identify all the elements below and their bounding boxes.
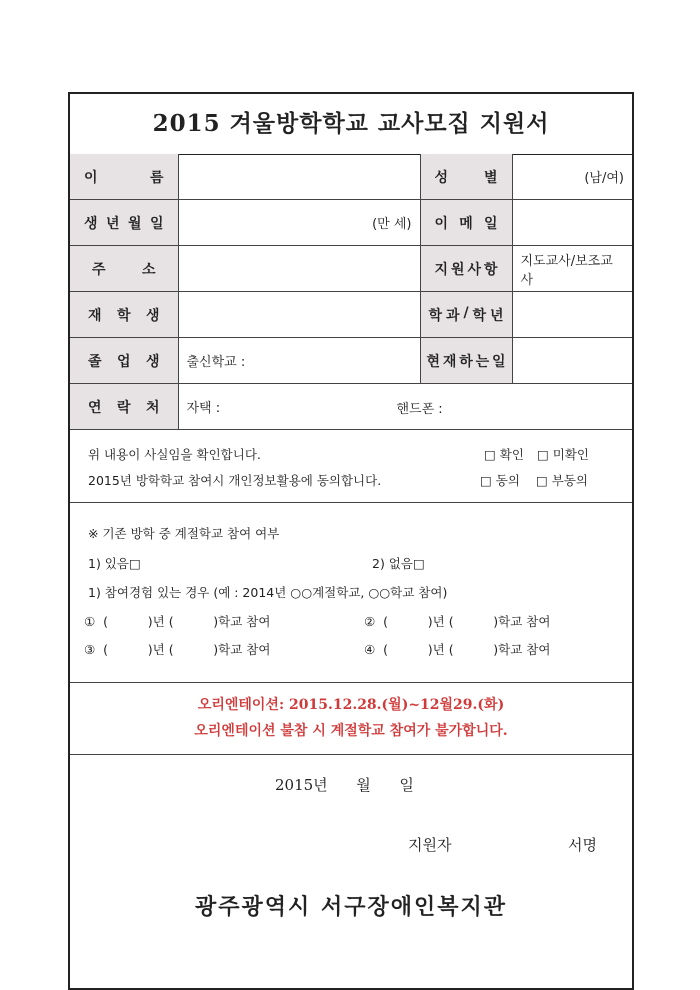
dept-label: 학 과 / 학 년 <box>420 292 512 338</box>
experience-entry-3[interactable]: ③ ( )년 ( )학교 참여 <box>84 642 271 657</box>
experience-entry-4[interactable]: ④ ( )년 ( )학교 참여 <box>364 642 551 657</box>
unconfirm-checkbox[interactable]: □ 미확인 <box>537 447 590 462</box>
birth-input[interactable]: (만 세) <box>178 200 420 246</box>
table-row <box>70 292 632 338</box>
experience-note: 1) 참여경험 있는 경우 (예 : 2014년 ○○계절학교, ○○학교 참여) <box>88 585 448 600</box>
email-label: 이 메 일 <box>420 200 512 246</box>
table-row <box>70 384 632 430</box>
applicant-label: 지원자 <box>408 836 452 854</box>
table-row <box>70 154 632 200</box>
address-label: 주 소 <box>70 246 178 292</box>
name-label: 이 름 <box>70 154 178 200</box>
address-input[interactable] <box>178 246 420 292</box>
orientation-date: 오리엔테이션: 2015.12.28.(월)~12월29.(화) <box>197 697 505 713</box>
graduate-input[interactable]: 출신학교 : <box>178 338 420 384</box>
agree-checkbox[interactable]: □ 동의 <box>480 473 520 488</box>
experience-entry-1[interactable]: ① ( )년 ( )학교 참여 <box>84 614 271 629</box>
table-row <box>70 200 632 246</box>
table-row <box>70 338 632 384</box>
graduate-label: 졸 업 생 <box>70 338 178 384</box>
enrolled-input[interactable] <box>178 292 420 338</box>
apply-input[interactable]: 지도교사/보조교사 <box>512 246 632 292</box>
contact-input[interactable] <box>178 384 632 430</box>
gender-label: 성 별 <box>420 154 512 200</box>
confirm-text: 위 내용이 사실임을 확인합니다. <box>88 447 261 462</box>
signature-date[interactable]: 2015년 월 일 <box>275 776 414 794</box>
agree-text: 2015년 방학학교 참여시 개인정보활용에 동의합니다. <box>88 473 382 488</box>
form-title: 2015 겨울방학학교 교사모집 지원서 <box>70 94 632 155</box>
application-form <box>68 92 634 990</box>
email-input[interactable] <box>512 200 632 246</box>
info-table <box>70 154 632 430</box>
confirm-checkbox[interactable]: □ 확인 <box>484 447 524 462</box>
consent-section <box>70 429 632 503</box>
organization-name: 광주광역시 서구장애인복지관 <box>195 894 507 920</box>
table-row <box>70 246 632 292</box>
experience-heading: ※ 기존 방학 중 계절학교 참여 여부 <box>88 526 280 541</box>
experience-yes-option[interactable]: 1) 있음□ <box>88 556 141 571</box>
name-input[interactable] <box>178 154 420 200</box>
experience-no-option[interactable]: 2) 없음□ <box>372 556 425 571</box>
job-label: 현 재 하 는 일 <box>420 338 512 384</box>
home-phone-label: 자택 : <box>186 401 221 416</box>
enrolled-label: 재 학 생 <box>70 292 178 338</box>
experience-entry-2[interactable]: ② ( )년 ( )학교 참여 <box>364 614 551 629</box>
sign-label[interactable]: 서명 <box>568 836 597 854</box>
notice-section <box>70 682 632 755</box>
contact-label: 연 락 처 <box>70 384 178 430</box>
experience-section <box>70 502 632 683</box>
mobile-phone-label: 핸드폰 : <box>396 402 443 417</box>
birth-label: 생 년 월 일 <box>70 200 178 246</box>
job-input[interactable] <box>512 338 632 384</box>
orientation-warning: 오리엔테이션 불참 시 계절학교 참여가 불가합니다. <box>194 723 508 739</box>
apply-label: 지 원 사 항 <box>420 246 512 292</box>
dept-input[interactable] <box>512 292 632 338</box>
disagree-checkbox[interactable]: □ 부동의 <box>536 473 589 488</box>
gender-input[interactable]: (남/여) <box>512 154 632 200</box>
